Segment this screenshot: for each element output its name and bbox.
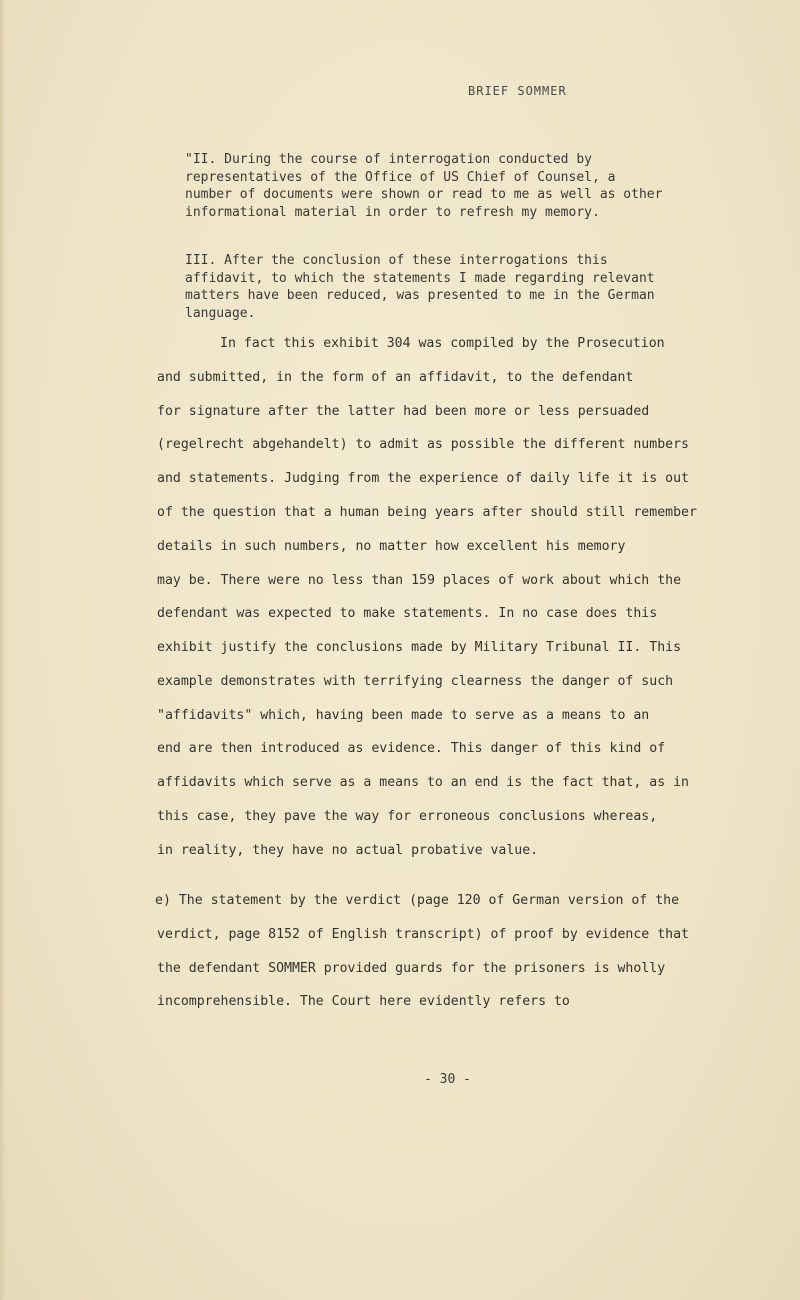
quoted-paragraph-ii [185,151,665,221]
body-line: in reality, they have no actual probative value. [157,843,539,858]
body-line: of the question that a human being years after should still remember [157,505,697,520]
body-line: e) The statement by the verdict (page 120 of German version of the [155,893,680,908]
body-line: incomprehensible. The Court here evidently refers to [157,994,570,1009]
body-line: affidavits which serve as a means to an end is the fact that, as in [157,775,689,790]
body-line: details in such numbers, no matter how excellent his memory [157,539,626,554]
body-line: "affidavits" which, having been made to serve as a means to an [157,708,650,723]
body-line: end are then introduced as evidence. This danger of this kind of [157,741,666,756]
body-line: and submitted, in the form of an affidavit, to the defendant [157,370,634,385]
running-header: BRIEF SOMMER [468,84,567,98]
page-number: - 30 - [424,1072,471,1087]
body-line: may be. There were no less than 159 places of work about which the [157,573,682,588]
quote-text: "II. During the course of interrogation conducted by representatives of the Office of US Chief of Counsel, a number of documents were shown or read to me as well as other informational material in order to refresh my memory. [185,152,663,220]
body-line: exhibit justify the conclusions made by Military Tribunal II. This [157,640,682,655]
body-line: and statements. Judging from the experience of daily life it is out [157,471,689,486]
body-line: this case, they pave the way for erroneous conclusions whereas, [157,809,658,824]
body-line: for signature after the latter had been more or less persuaded [157,404,650,419]
quoted-paragraph-iii [185,252,665,322]
body-line: verdict, page 8152 of English transcript) of proof by evidence that [157,927,689,942]
body-line: the defendant SOMMER provided guards for the prisoners is wholly [157,961,666,976]
body-line: In fact this exhibit 304 was compiled by the Prosecution [220,336,665,351]
quote-text: III. After the conclusion of these interrogations this affidavit, to which the statements I made regarding relevant matters have been reduced, was presented to me in the German language. [185,253,655,321]
body-line: (regelrecht abgehandelt) to admit as possible the different numbers [157,437,689,452]
body-line: defendant was expected to make statements. In no case does this [157,606,658,621]
body-line: example demonstrates with terrifying clearness the danger of such [157,674,674,689]
